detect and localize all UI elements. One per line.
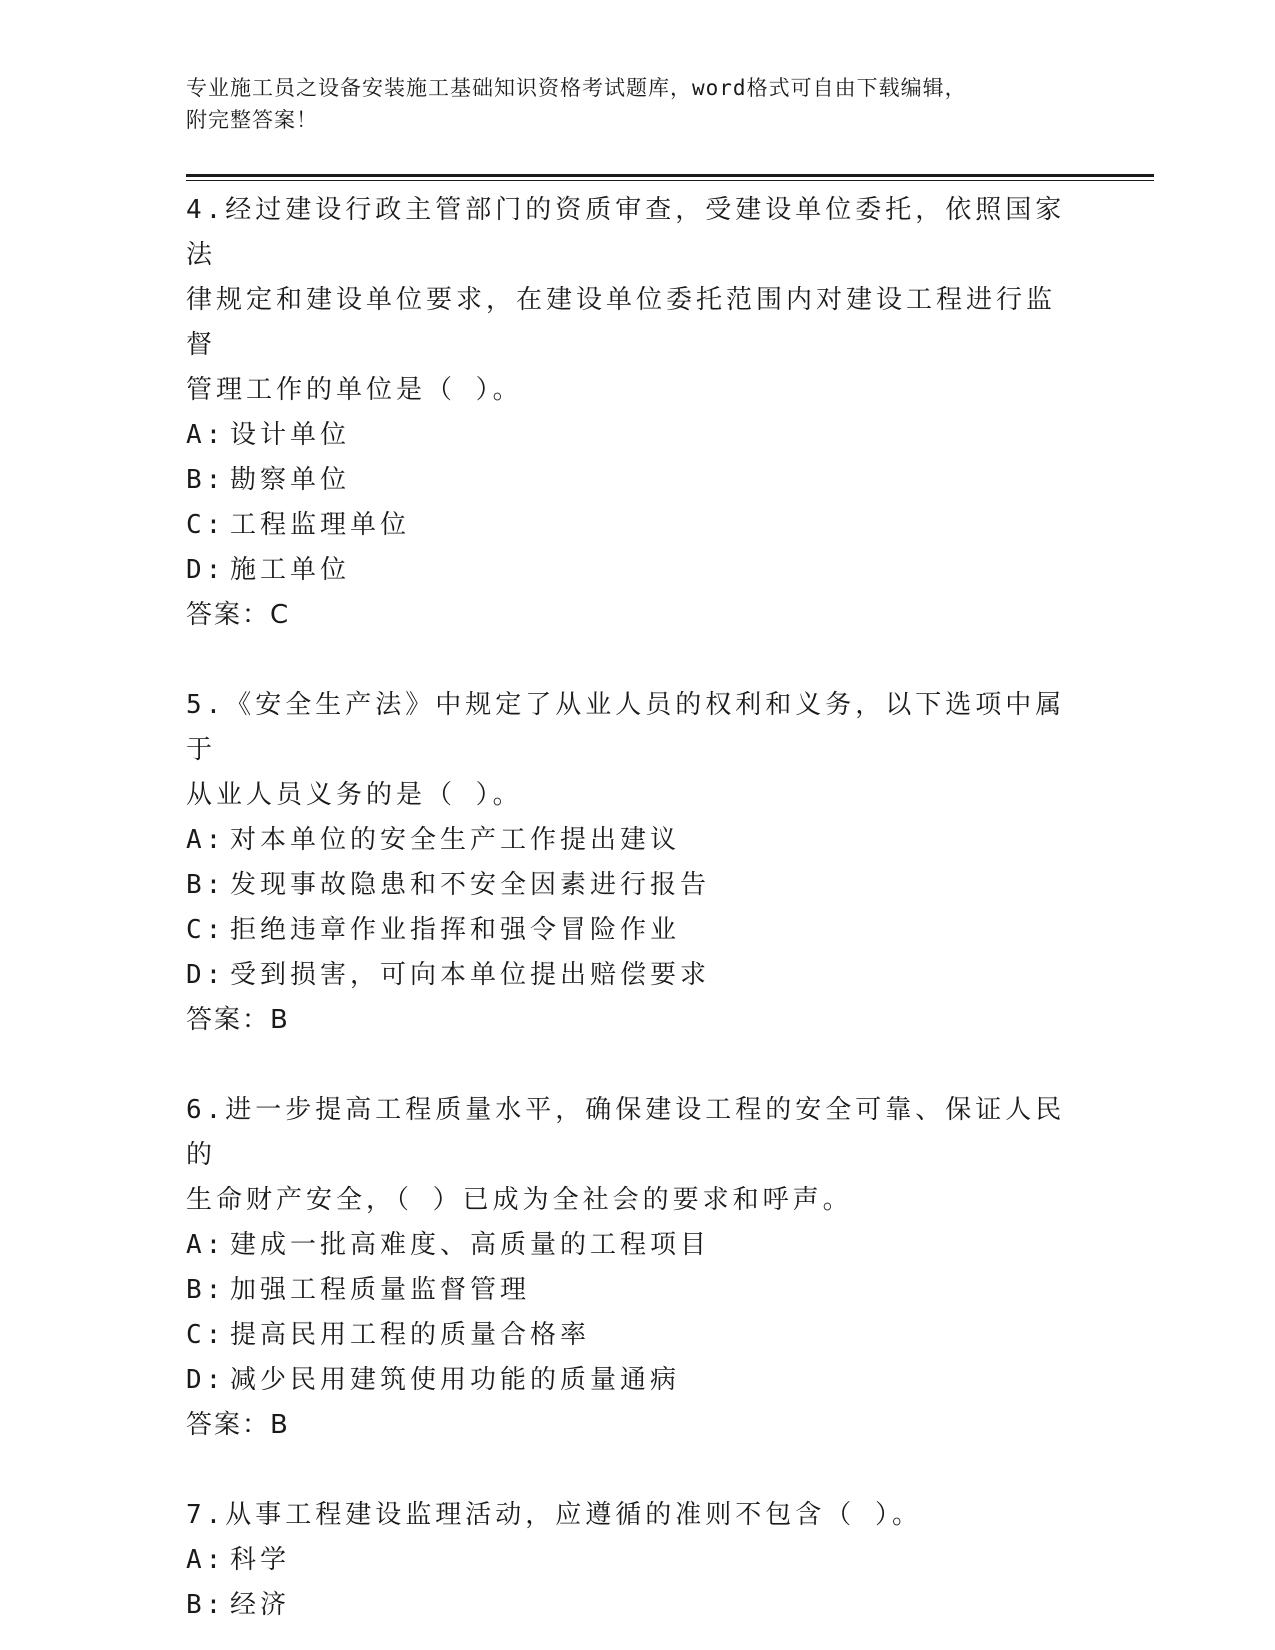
option-letter: B: [186, 870, 226, 900]
question-4 [186, 188, 1066, 638]
option-b [186, 863, 1066, 908]
question-stem-line: 律规定和建设单位要求，在建设单位委托范围内对建设工程进行监督 [186, 285, 1057, 360]
option-c [186, 908, 1066, 953]
header-line-1: 专业施工员之设备安装施工基础知识资格考试题库，word格式可自由下载编辑， [186, 76, 967, 100]
option-text: 受到损害，可向本单位提出赔偿要求 [230, 960, 711, 990]
header-divider-thin [186, 180, 1154, 181]
header-line-2: 附完整答案！ [186, 108, 318, 132]
option-a [186, 413, 1066, 458]
option-letter: C: [186, 1320, 226, 1350]
option-text: 加强工程质量监督管理 [230, 1275, 531, 1305]
option-letter: B: [186, 1275, 226, 1305]
question-stem-line: 5.《安全生产法》中规定了从业人员的权利和义务，以下选项中属于 [186, 690, 1066, 765]
question-5 [186, 683, 1066, 1043]
option-text: 拒绝违章作业指挥和强令冒险作业 [230, 915, 681, 945]
option-b [186, 1583, 1066, 1628]
document-header [186, 72, 1066, 136]
option-letter: A: [186, 1545, 226, 1575]
question-stem-line: 生命财产安全，（ ）已成为全社会的要求和呼声。 [186, 1185, 853, 1215]
option-b [186, 458, 1066, 503]
option-text: 对本单位的安全生产工作提出建议 [230, 825, 681, 855]
question-7 [186, 1493, 1066, 1628]
option-letter: B: [186, 465, 226, 495]
option-text: 建成一批高难度、高质量的工程项目 [230, 1230, 711, 1260]
option-text: 科学 [230, 1545, 291, 1575]
option-c [186, 1313, 1066, 1358]
option-text: 提高民用工程的质量合格率 [230, 1320, 591, 1350]
answer-line: 答案：B [186, 1005, 290, 1035]
option-text: 减少民用建筑使用功能的质量通病 [230, 1365, 681, 1395]
option-b [186, 1268, 1066, 1313]
answer-line: 答案：B [186, 1410, 290, 1440]
option-text: 发现事故隐患和不安全因素进行报告 [230, 870, 711, 900]
option-letter: D: [186, 555, 226, 585]
question-spacer [186, 638, 1066, 683]
option-text: 设计单位 [230, 420, 351, 450]
option-a [186, 1538, 1066, 1583]
option-letter: A: [186, 825, 226, 855]
header-divider-thick [186, 174, 1154, 177]
option-text: 工程监理单位 [230, 510, 411, 540]
question-spacer [186, 1043, 1066, 1088]
option-letter: B: [186, 1590, 226, 1620]
answer-line: 答案：C [186, 600, 291, 630]
option-letter: A: [186, 420, 226, 450]
option-text: 施工单位 [230, 555, 351, 585]
option-text: 勘察单位 [230, 465, 351, 495]
option-letter: A: [186, 1230, 226, 1260]
question-stem-line: 4.经过建设行政主管部门的资质审查，受建设单位委托，依照国家法 [186, 195, 1066, 270]
question-spacer [186, 1448, 1066, 1493]
option-letter: C: [186, 915, 226, 945]
question-stem-line: 从业人员义务的是（ ）。 [186, 780, 523, 810]
option-a [186, 1223, 1066, 1268]
option-c [186, 503, 1066, 548]
question-stem-line: 管理工作的单位是（ ）。 [186, 375, 523, 405]
question-6 [186, 1088, 1066, 1448]
option-d [186, 1358, 1066, 1403]
option-d [186, 953, 1066, 998]
question-stem-line: 7.从事工程建设监理活动，应遵循的准则不包含（ ）。 [186, 1500, 922, 1530]
option-text: 经济 [230, 1590, 291, 1620]
question-stem-line: 6.进一步提高工程质量水平，确保建设工程的安全可靠、保证人民的 [186, 1095, 1066, 1170]
option-letter: C: [186, 510, 226, 540]
option-a [186, 818, 1066, 863]
option-d [186, 548, 1066, 593]
question-list [186, 188, 1066, 1628]
option-letter: D: [186, 1365, 226, 1395]
option-letter: D: [186, 960, 226, 990]
